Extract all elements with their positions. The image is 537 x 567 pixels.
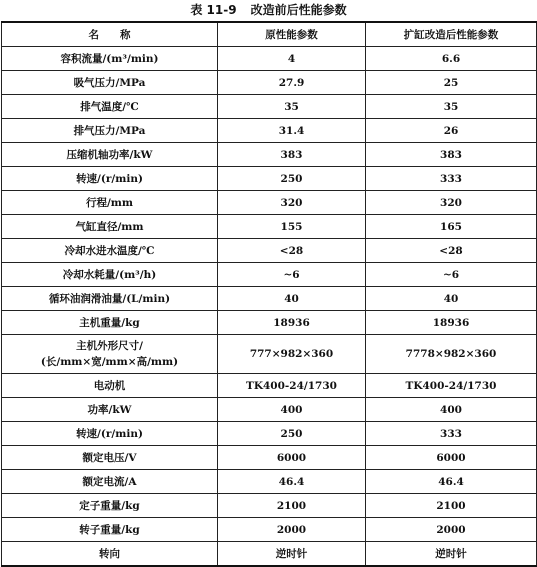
before-value-cell: 2000	[218, 518, 366, 542]
table-row	[2, 71, 537, 95]
after-value-cell: 383	[366, 143, 537, 167]
table-row	[2, 470, 537, 494]
param-name-cell: 行程/mm	[2, 191, 218, 215]
header-before: 原性能参数	[218, 22, 366, 47]
table-row	[2, 398, 537, 422]
after-value-cell: 18936	[366, 311, 537, 335]
after-value-cell: 333	[366, 422, 537, 446]
param-name-cell: 压缩机轴功率/kW	[2, 143, 218, 167]
after-value-cell: TK400-24/1730	[366, 374, 537, 398]
param-name-cell: 转速/(r/min)	[2, 422, 218, 446]
table-row	[2, 215, 537, 239]
after-value-cell: 400	[366, 398, 537, 422]
before-value-cell: 320	[218, 191, 366, 215]
after-value-cell: 165	[366, 215, 537, 239]
before-value-cell: 250	[218, 422, 366, 446]
before-value-cell: 27.9	[218, 71, 366, 95]
param-name-cell: 定子重量/kg	[2, 494, 218, 518]
param-name-cell: 电动机	[2, 374, 218, 398]
table-row	[2, 518, 537, 542]
before-value-cell: 40	[218, 287, 366, 311]
param-name-cell: 气缸直径/mm	[2, 215, 218, 239]
param-name-cell: 容积流量/(m³/min)	[2, 47, 218, 71]
before-value-cell: 155	[218, 215, 366, 239]
after-value-cell: 2000	[366, 518, 537, 542]
param-name-cell: 主机重量/kg	[2, 311, 218, 335]
before-value-cell: 逆时针	[218, 542, 366, 567]
param-name-cell: 转速/(r/min)	[2, 167, 218, 191]
before-value-cell: <28	[218, 239, 366, 263]
param-name-cell: 排气温度/℃	[2, 95, 218, 119]
param-name-cell: 排气压力/MPa	[2, 119, 218, 143]
after-value-cell: 7778×982×360	[366, 335, 537, 374]
after-value-cell: 25	[366, 71, 537, 95]
before-value-cell: ~6	[218, 263, 366, 287]
param-name-cell: 转子重量/kg	[2, 518, 218, 542]
after-value-cell: 320	[366, 191, 537, 215]
after-value-cell: 6.6	[366, 47, 537, 71]
performance-table	[1, 21, 537, 567]
after-value-cell: ~6	[366, 263, 537, 287]
table-caption	[0, 0, 537, 20]
after-value-cell: 26	[366, 119, 537, 143]
after-value-cell: 40	[366, 287, 537, 311]
after-value-cell: <28	[366, 239, 537, 263]
table-header-row	[2, 22, 537, 47]
table-row	[2, 263, 537, 287]
param-name-cell: 吸气压力/MPa	[2, 71, 218, 95]
before-value-cell: 6000	[218, 446, 366, 470]
param-name-cell: 额定电压/V	[2, 446, 218, 470]
param-name-cell: 转向	[2, 542, 218, 567]
table-row	[2, 335, 537, 374]
after-value-cell: 2100	[366, 494, 537, 518]
header-name: 名 称	[2, 22, 218, 47]
before-value-cell: 4	[218, 47, 366, 71]
param-name-cell: 冷却水耗量/(m³/h)	[2, 263, 218, 287]
table-row	[2, 95, 537, 119]
before-value-cell: 31.4	[218, 119, 366, 143]
table-row	[2, 119, 537, 143]
param-name-cell: 循环油润滑油量/(L/min)	[2, 287, 218, 311]
before-value-cell: 250	[218, 167, 366, 191]
table-number: 表 11-9	[190, 3, 237, 17]
after-value-cell: 46.4	[366, 470, 537, 494]
before-value-cell: 35	[218, 95, 366, 119]
param-name-cell: 主机外形尺寸/ (长/mm×宽/mm×高/mm)	[2, 335, 218, 374]
table-row	[2, 374, 537, 398]
table-row	[2, 446, 537, 470]
table-body	[2, 47, 537, 567]
table-row	[2, 239, 537, 263]
table-row	[2, 287, 537, 311]
table-row	[2, 167, 537, 191]
table-row	[2, 191, 537, 215]
table-row	[2, 47, 537, 71]
after-value-cell: 6000	[366, 446, 537, 470]
param-name-cell: 功率/kW	[2, 398, 218, 422]
table-row	[2, 542, 537, 567]
before-value-cell: TK400-24/1730	[218, 374, 366, 398]
param-name-cell: 额定电流/A	[2, 470, 218, 494]
table-row	[2, 494, 537, 518]
param-name-cell: 冷却水进水温度/℃	[2, 239, 218, 263]
before-value-cell: 46.4	[218, 470, 366, 494]
header-after: 扩缸改造后性能参数	[366, 22, 537, 47]
before-value-cell: 383	[218, 143, 366, 167]
after-value-cell: 333	[366, 167, 537, 191]
after-value-cell: 35	[366, 95, 537, 119]
table-row	[2, 143, 537, 167]
before-value-cell: 2100	[218, 494, 366, 518]
after-value-cell: 逆时针	[366, 542, 537, 567]
before-value-cell: 777×982×360	[218, 335, 366, 374]
table-row	[2, 422, 537, 446]
table-title: 改造前后性能参数	[250, 3, 347, 17]
table-row	[2, 311, 537, 335]
before-value-cell: 18936	[218, 311, 366, 335]
before-value-cell: 400	[218, 398, 366, 422]
